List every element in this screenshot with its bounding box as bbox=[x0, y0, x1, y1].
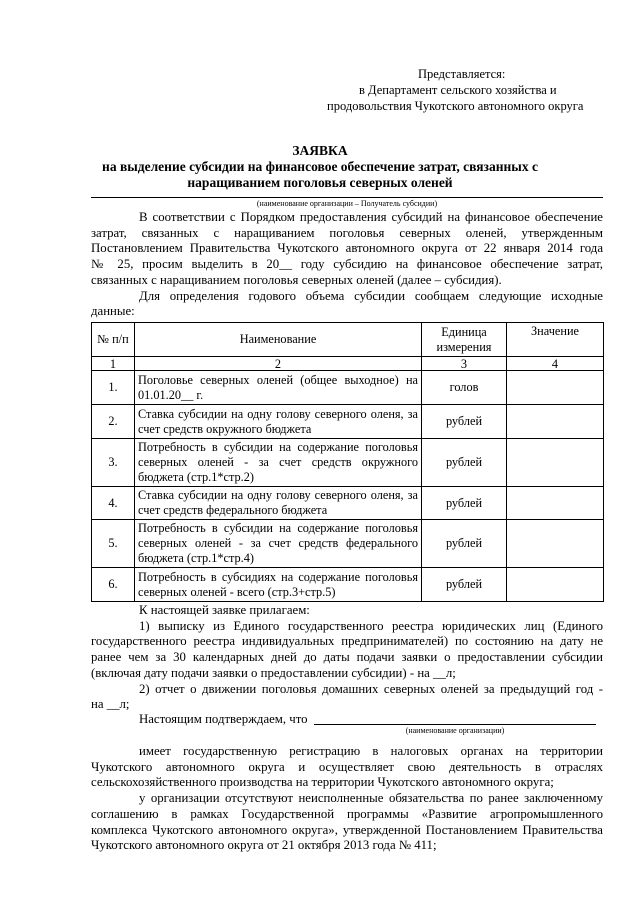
header-line-3: продовольствия Чукотского автономного округа bbox=[327, 99, 584, 113]
colnum-4: 4 bbox=[507, 357, 604, 371]
table-row bbox=[92, 520, 604, 568]
org-caption: (наименование организации – Получатель субсидии) bbox=[256, 199, 438, 208]
attach-1-line-3: ранее чем за 30 календарных дней до даты подачи заявки о предоставлении субсидии bbox=[91, 650, 603, 665]
header-name: Наименование bbox=[135, 323, 422, 357]
row-name: Потребность в субсидиях на содержание поголовья северных оленей - всего (стр.3+стр.5) bbox=[135, 568, 422, 602]
org-name-line bbox=[91, 197, 603, 198]
row-value bbox=[507, 371, 604, 405]
row-name: Потребность в субсидии на содержание поголовья северных оленей - за счет средств федерального бюджета (стр.1*стр.4) bbox=[135, 520, 422, 568]
intro-line-6: Для определения годового объема субсидии сообщаем следующие исходные bbox=[139, 288, 603, 303]
row-name: Ставка субсидии на одну голову северного оленя, за счет средств окружного бюджета bbox=[135, 405, 422, 439]
row-value bbox=[507, 520, 604, 568]
table-row bbox=[92, 439, 604, 487]
confirm-2-line-1: у организации отсутствуют неисполненные обязательства по ранее заключенному bbox=[139, 791, 603, 806]
row-unit: рублей bbox=[422, 405, 507, 439]
confirm-1-line-1: имеет государственную регистрацию в налоговых органах на территории bbox=[139, 744, 603, 758]
data-table bbox=[91, 322, 604, 602]
row-value bbox=[507, 568, 604, 602]
table-row bbox=[92, 371, 604, 405]
row-value bbox=[507, 487, 604, 520]
attach-1-line-1: 1) выписку из Единого государственного реестра юридических лиц (Единого bbox=[139, 618, 603, 633]
row-num: 2. bbox=[92, 405, 135, 439]
confirm-items bbox=[91, 744, 603, 854]
title-line-2: на выделение субсидии на финансовое обеспечение затрат, связанных с bbox=[102, 159, 538, 174]
confirm-org-line bbox=[314, 724, 596, 725]
attachments-section bbox=[91, 603, 603, 713]
row-name: Поголовье северных оленей (общее выходное) на 01.01.20__ г. bbox=[135, 371, 422, 405]
row-num: 4. bbox=[92, 487, 135, 520]
row-unit: рублей bbox=[422, 568, 507, 602]
intro-line-1: В соответствии с Порядком предоставления субсидий на финансовое обеспечение bbox=[139, 210, 603, 224]
confirm-1-line-2: Чукотского автономного округа и осуществляет свою деятельность в отраслях bbox=[91, 759, 603, 774]
row-unit: рублей bbox=[422, 520, 507, 568]
intro-line-4: № 25, просим выделить в 20__ году субсидию на финансовое обеспечение затрат, bbox=[91, 257, 603, 272]
table-row bbox=[92, 487, 604, 520]
intro-line-3: Постановлением Правительства Чукотского автономного округа от 22 января 2014 года bbox=[91, 241, 603, 256]
table-row bbox=[92, 405, 604, 439]
attach-2-line-1: 2) отчет о движении поголовья домашних северных оленей за предыдущий год - bbox=[139, 681, 603, 696]
confirm-caption: (наименование организации) bbox=[405, 726, 505, 735]
confirm-2-line-4: Чукотского автономного округа от 21 октября 2013 года № 411; bbox=[91, 838, 437, 853]
header-block bbox=[300, 66, 630, 114]
confirm-2-line-3: комплекса Чукотского автономного округа», утвержденной Постановлением Правительства bbox=[91, 822, 603, 837]
confirm-1-line-3: сельскохозяйственного производства на территории Чукотского автономного округа; bbox=[91, 775, 554, 790]
row-unit: голов bbox=[422, 371, 507, 405]
row-num: 6. bbox=[92, 568, 135, 602]
row-name: Потребность в субсидии на содержание поголовья северных оленей - за счет средств окружного бюджета (стр.1*стр.2) bbox=[135, 439, 422, 487]
table-header-row bbox=[92, 323, 604, 357]
header-value: Значение bbox=[507, 323, 604, 357]
row-unit: рублей bbox=[422, 439, 507, 487]
attach-1-line-2: государственного реестра индивидуальных предпринимателей) по состоянию на дату не bbox=[91, 634, 603, 649]
attach-intro: К настоящей заявке прилагаем: bbox=[139, 603, 310, 617]
colnum-1: 1 bbox=[92, 357, 135, 371]
colnum-3: 3 bbox=[422, 357, 507, 371]
intro-line-5: связанных с наращиванием поголовья северных оленей (далее – субсидия). bbox=[91, 272, 502, 287]
title-main: ЗАЯВКА bbox=[292, 143, 348, 158]
table-row bbox=[92, 568, 604, 602]
attach-2-line-2: на __л; bbox=[91, 697, 130, 712]
title-line-3: наращиванием поголовья северных оленей bbox=[187, 175, 453, 190]
intro-line-2: затрат, связанных с наращиванием поголовья северных оленей, утвержденным bbox=[91, 225, 603, 240]
row-num: 3. bbox=[92, 439, 135, 487]
confirm-2-line-2: соглашению в рамках Государственной программы «Развитие агропромышленного bbox=[91, 806, 603, 821]
row-unit: рублей bbox=[422, 487, 507, 520]
row-value bbox=[507, 405, 604, 439]
row-num: 1. bbox=[92, 371, 135, 405]
attach-1-line-4: (включая дату подачи заявки о предоставлении субсидии) - на __л; bbox=[91, 665, 456, 680]
header-num: № п/п bbox=[92, 323, 135, 357]
header-line-1: Представляется: bbox=[418, 67, 506, 81]
row-name: Ставка субсидии на одну голову северного оленя, за счет средств федерального бюджета bbox=[135, 487, 422, 520]
column-number-row bbox=[92, 357, 604, 371]
colnum-2: 2 bbox=[135, 357, 422, 371]
header-unit: Единица измерения bbox=[422, 323, 507, 357]
row-value bbox=[507, 439, 604, 487]
intro-line-7: данные: bbox=[91, 304, 135, 319]
confirm-text: Настоящим подтверждаем, что bbox=[139, 712, 308, 726]
header-line-2: в Департамент сельского хозяйства и bbox=[359, 83, 557, 97]
intro-paragraph bbox=[91, 210, 603, 320]
document-title bbox=[0, 143, 640, 191]
row-num: 5. bbox=[92, 520, 135, 568]
